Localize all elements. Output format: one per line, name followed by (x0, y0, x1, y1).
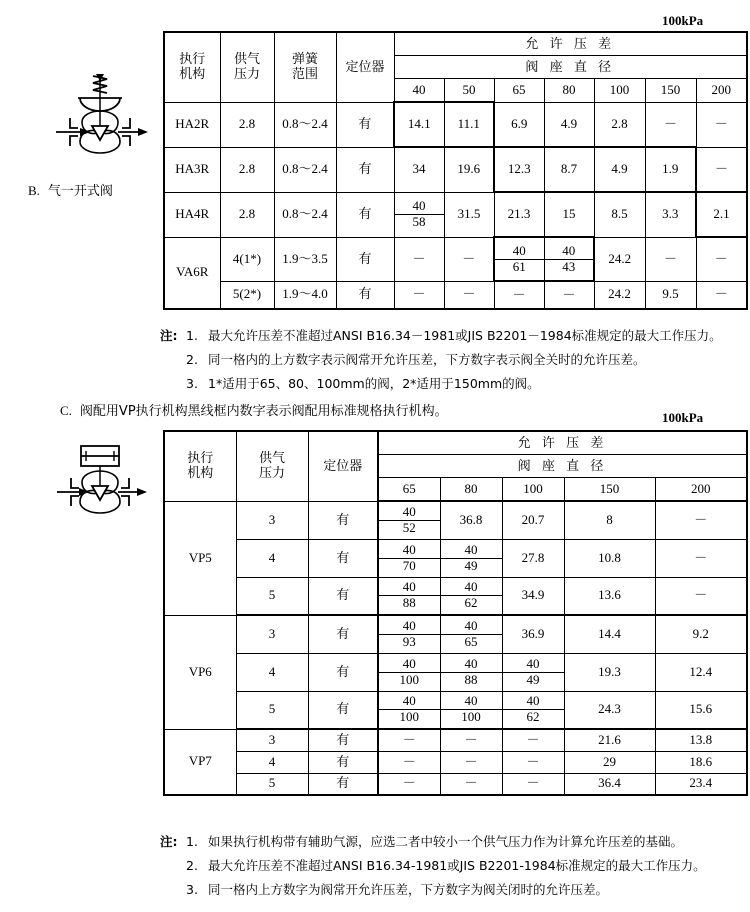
header-supply-line1: 供气 (233, 51, 260, 67)
note-item (160, 834, 740, 849)
cell-positioner: 有 (308, 653, 378, 691)
split-value-open: 40 (441, 543, 502, 559)
cell-dp-80 (440, 615, 502, 653)
unit-label-top: 100kPa (662, 13, 704, 28)
cell-dp-150: 9.5 (645, 281, 696, 309)
cell-dp-200: － (655, 577, 747, 615)
header-diameter-50: 50 (444, 79, 494, 103)
header-supply-line1: 供气 (258, 450, 285, 466)
cell-dp-200: 23.4 (655, 773, 747, 795)
cell-supply-pressure: 5 (236, 577, 308, 615)
table-row (164, 192, 747, 237)
header-actuator-line1: 执行 (179, 51, 206, 67)
cell-dp-200: 13.8 (655, 729, 747, 751)
cell-positioner: 有 (336, 281, 394, 309)
cell-dp-200: － (655, 501, 747, 539)
cell-dp-200: － (696, 237, 747, 281)
cell-dp-200: － (696, 147, 747, 192)
cell-dp-100: 24.2 (594, 237, 645, 281)
cell-positioner: 有 (308, 577, 378, 615)
cell-dp-100: － (502, 729, 564, 751)
split-value-closed: 70 (402, 557, 416, 573)
header-diameter-150: 150 (564, 478, 655, 502)
cell-dp-80 (440, 691, 502, 729)
cell-supply-pressure: 3 (236, 729, 308, 751)
split-value-closed: 88 (402, 595, 416, 611)
cell-positioner: 有 (308, 539, 378, 577)
note-item (160, 328, 740, 343)
cell-spring-range: 0.8～2.4 (274, 147, 336, 192)
note-text: 1*适用于65、80、100mm的阀，2*适用于150mm的阀。 (208, 376, 540, 391)
cell-dp-65: － (378, 751, 440, 773)
notes-lead-spacer (160, 882, 186, 897)
cell-supply-pressure: 4 (236, 653, 308, 691)
split-value-closed: 88 (464, 671, 478, 687)
split-value-open: 40 (503, 657, 564, 673)
cell-dp-200: 18.6 (655, 751, 747, 773)
header-diameter-65: 65 (494, 79, 544, 103)
split-value-closed: 100 (399, 671, 419, 687)
table-row (164, 577, 747, 615)
cell-dp-80: － (544, 281, 594, 309)
cell-dp-65: 6.9 (494, 102, 544, 147)
split-value-open: 40 (441, 619, 502, 635)
cell-dp-80 (440, 653, 502, 691)
cell-dp-100: － (502, 751, 564, 773)
header-diameter-100: 100 (594, 79, 645, 103)
cell-dp-50: 31.5 (444, 192, 494, 237)
note-item (160, 376, 740, 391)
table-row (164, 773, 747, 795)
cell-spring-range: 0.8～2.4 (274, 102, 336, 147)
cell-supply-pressure: 5 (236, 773, 308, 795)
note-number: 1. (186, 834, 198, 849)
cell-dp-150: 10.8 (564, 539, 655, 577)
split-value-open: 40 (545, 244, 594, 260)
header-diameter-40: 40 (394, 79, 444, 103)
note-text: 同一格内上方数字为阀常开允许压差，下方数字为阀关闭时的允许压差。 (208, 882, 609, 897)
cell-dp-200: － (696, 281, 747, 309)
cell-dp-100: 24.2 (594, 281, 645, 309)
cell-dp-150: 21.6 (564, 729, 655, 751)
header-actuator-line2: 机构 (179, 66, 206, 82)
cell-dp-100: 34.9 (502, 577, 564, 615)
cell-dp-80 (440, 539, 502, 577)
table-row (164, 539, 747, 577)
cell-actuator: HA4R (164, 192, 220, 237)
table-row (164, 147, 747, 192)
cell-dp-50: 11.1 (444, 102, 494, 147)
cell-actuator: HA3R (164, 147, 220, 192)
cell-dp-100 (502, 653, 564, 691)
header-seat-diameter: 阀 座 直 径 (394, 56, 747, 79)
cell-dp-100: 2.8 (594, 102, 645, 147)
cell-positioner: 有 (308, 501, 378, 539)
cell-dp-65: 21.3 (494, 192, 544, 237)
cell-spring-range: 1.9～3.5 (274, 237, 336, 281)
cell-dp-150: 29 (564, 751, 655, 773)
cell-dp-65: － (494, 281, 544, 309)
section-c-title: 阀配用VP执行机构黑线框内数字表示阀配用标准规格执行机构。 (79, 404, 448, 419)
cell-dp-150: 13.6 (564, 577, 655, 615)
cell-dp-100: 4.9 (594, 147, 645, 192)
cell-dp-150: 1.9 (645, 147, 696, 192)
note-text: 最大允许压差不准超过ANSI B16.34－1981或JIS B2201－1984标准规定的最大工作压力。 (208, 328, 722, 343)
notes-lead-2: 注: (160, 834, 178, 849)
cell-dp-65: 12.3 (494, 147, 544, 192)
split-value-closed: 49 (526, 671, 540, 687)
header-diameter-65: 65 (378, 478, 440, 502)
split-value-closed: 62 (526, 709, 540, 725)
notes-lead-1: 注: (160, 328, 178, 343)
note-text: 最大允许压差不准超过ANSI B16.34-1981或JIS B2201-1984标准规定的最大工作压力。 (208, 858, 706, 873)
split-value-open: 40 (379, 580, 440, 596)
header-positioner: 定位器 (336, 32, 394, 102)
split-value-open: 40 (379, 505, 440, 521)
header-allowable-dp: 允 许 压 差 (378, 431, 747, 455)
split-value-closed: 93 (402, 633, 416, 649)
cell-positioner: 有 (308, 751, 378, 773)
table-row (164, 751, 747, 773)
cell-dp-65 (378, 653, 440, 691)
cell-dp-65: － (378, 729, 440, 751)
table-header-row (164, 32, 747, 56)
cell-actuator: VP6 (164, 615, 236, 729)
cell-supply-pressure: 2.8 (220, 192, 274, 237)
cell-dp-80: 15 (544, 192, 594, 237)
table-row (164, 729, 747, 751)
split-value-closed: 58 (412, 214, 426, 229)
cell-dp-65 (378, 615, 440, 653)
header-diameter-80: 80 (440, 478, 502, 502)
cell-dp-100: 20.7 (502, 501, 564, 539)
cell-dp-65 (378, 539, 440, 577)
cell-dp-65 (378, 577, 440, 615)
cell-dp-50: － (444, 237, 494, 281)
note-text: 同一格内的上方数字表示阀常开允许压差，下方数字表示阀全关时的允许压差。 (208, 352, 646, 367)
cell-dp-80 (544, 237, 594, 281)
header-actuator (164, 32, 220, 102)
note-number: 3. (186, 882, 198, 897)
cell-dp-200: 12.4 (655, 653, 747, 691)
cell-actuator: VP7 (164, 729, 236, 795)
cell-supply-pressure: 2.8 (220, 102, 274, 147)
cell-dp-50: 19.6 (444, 147, 494, 192)
notes-lead-spacer (160, 376, 186, 391)
cell-dp-65 (378, 691, 440, 729)
split-value-closed: 61 (512, 258, 526, 274)
header-diameter-100: 100 (502, 478, 564, 502)
header-actuator-line2: 机构 (187, 465, 214, 481)
cell-actuator: VA6R (164, 237, 220, 309)
cell-dp-200: 2.1 (696, 192, 747, 237)
header-spring-line2: 范围 (291, 66, 318, 82)
table-row (164, 102, 747, 147)
cell-dp-40: 14.1 (394, 102, 444, 147)
cell-positioner: 有 (308, 729, 378, 751)
split-value-open: 40 (441, 580, 502, 596)
note-number: 3. (186, 376, 198, 391)
cell-positioner: 有 (336, 192, 394, 237)
note-text: 如果执行机构带有辅助气源，应选二者中较小一个供气压力作为计算允许压差的基础。 (208, 834, 684, 849)
cell-dp-40: 34 (394, 147, 444, 192)
cell-dp-80: － (440, 729, 502, 751)
cell-positioner: 有 (336, 147, 394, 192)
table-row (164, 615, 747, 653)
cell-supply-pressure: 4(1*) (220, 237, 274, 281)
split-value-open: 40 (379, 543, 440, 559)
header-supply-line2: 压力 (233, 66, 260, 82)
section-c-label: C. (60, 403, 72, 418)
cell-dp-150: 19.3 (564, 653, 655, 691)
header-supply-line2: 压力 (258, 465, 285, 481)
notes-lead-spacer (160, 858, 186, 873)
table-row (164, 653, 747, 691)
cell-dp-100: 27.8 (502, 539, 564, 577)
cell-dp-150: 36.4 (564, 773, 655, 795)
split-value-closed: 49 (464, 557, 478, 573)
cell-dp-100: － (502, 773, 564, 795)
table-row (164, 281, 747, 309)
cell-dp-150: 24.3 (564, 691, 655, 729)
header-diameter-200: 200 (655, 478, 747, 502)
table-row (164, 501, 747, 539)
cell-dp-150: － (645, 237, 696, 281)
split-value-open: 40 (441, 657, 502, 673)
cell-dp-65 (378, 501, 440, 539)
header-seat-diameter: 阀 座 直 径 (378, 455, 747, 478)
cell-dp-100 (502, 691, 564, 729)
section-b-caption (28, 180, 113, 199)
note-item (160, 882, 740, 897)
cell-dp-200: 9.2 (655, 615, 747, 653)
header-diameter-150: 150 (645, 79, 696, 103)
piston-actuator-valve-symbol (45, 440, 155, 535)
cell-dp-50: － (444, 281, 494, 309)
note-item (160, 858, 740, 873)
note-number: 2. (186, 352, 198, 367)
split-value-closed: 52 (402, 519, 416, 535)
table-header-row (164, 431, 747, 455)
cell-dp-40 (394, 192, 444, 237)
cell-supply-pressure: 3 (236, 615, 308, 653)
cell-dp-200: － (655, 539, 747, 577)
split-value-closed: 65 (464, 633, 478, 649)
header-positioner: 定位器 (308, 431, 378, 501)
spring-diaphragm-air-to-open-valve-symbol (40, 70, 160, 175)
split-value-open: 40 (441, 694, 502, 710)
cell-dp-80: 36.8 (440, 501, 502, 539)
cell-positioner: 有 (336, 102, 394, 147)
header-supply-pressure (236, 431, 308, 501)
cell-dp-150: － (645, 102, 696, 147)
split-value-open: 40 (395, 199, 444, 215)
cell-dp-80 (440, 577, 502, 615)
note-number: 2. (186, 858, 198, 873)
split-value-closed: 100 (399, 709, 419, 725)
cell-spring-range: 1.9～4.0 (274, 281, 336, 309)
split-value-open: 40 (495, 244, 544, 260)
cell-positioner: 有 (308, 615, 378, 653)
cell-dp-80: 4.9 (544, 102, 594, 147)
cell-dp-150: 14.4 (564, 615, 655, 653)
header-diameter-80: 80 (544, 79, 594, 103)
header-actuator (164, 431, 236, 501)
header-actuator-line1: 执行 (187, 450, 214, 466)
cell-dp-80: － (440, 773, 502, 795)
split-value-closed: 100 (461, 709, 481, 725)
split-value-open: 40 (503, 694, 564, 710)
cell-dp-100: 36.9 (502, 615, 564, 653)
cell-dp-65 (494, 237, 544, 281)
note-item (160, 352, 740, 367)
cell-dp-100: 8.5 (594, 192, 645, 237)
cell-dp-150: 3.3 (645, 192, 696, 237)
allowable-differential-pressure-table-vp (163, 430, 748, 796)
split-value-open: 40 (379, 657, 440, 673)
header-spring-line1: 弹簧 (291, 51, 318, 67)
cell-positioner: 有 (308, 773, 378, 795)
table-row (164, 237, 747, 281)
cell-supply-pressure: 5 (236, 691, 308, 729)
cell-supply-pressure: 4 (236, 539, 308, 577)
cell-supply-pressure: 4 (236, 751, 308, 773)
table-row (164, 691, 747, 729)
cell-positioner: 有 (336, 237, 394, 281)
section-b-label: B. (28, 183, 40, 198)
cell-positioner: 有 (308, 691, 378, 729)
notes-lead-spacer (160, 352, 186, 367)
split-value-closed: 43 (562, 258, 576, 274)
notes-block-2 (160, 834, 740, 906)
cell-dp-150: 8 (564, 501, 655, 539)
cell-supply-pressure: 2.8 (220, 147, 274, 192)
split-value-closed: 62 (464, 595, 478, 611)
cell-dp-200: － (696, 102, 747, 147)
split-value-open: 40 (379, 619, 440, 635)
section-c-caption (60, 400, 448, 419)
cell-dp-200: 15.6 (655, 691, 747, 729)
unit-label-middle: 100kPa (662, 410, 704, 425)
cell-dp-80: － (440, 751, 502, 773)
header-supply-pressure (220, 32, 274, 102)
header-diameter-200: 200 (696, 79, 747, 103)
allowable-differential-pressure-table-ha-va (163, 31, 748, 310)
cell-dp-40: － (394, 237, 444, 281)
header-spring-range (274, 32, 336, 102)
note-number: 1. (186, 328, 198, 343)
cell-spring-range: 0.8～2.4 (274, 192, 336, 237)
cell-supply-pressure: 3 (236, 501, 308, 539)
cell-actuator: HA2R (164, 102, 220, 147)
header-allowable-dp: 允 许 压 差 (394, 32, 747, 56)
section-b-title: 气一开式阀 (47, 184, 113, 199)
cell-actuator: VP5 (164, 501, 236, 615)
cell-dp-80: 8.7 (544, 147, 594, 192)
notes-block-1 (160, 328, 740, 400)
cell-dp-40: － (394, 281, 444, 309)
split-value-open: 40 (379, 694, 440, 710)
cell-supply-pressure: 5(2*) (220, 281, 274, 309)
cell-dp-65: － (378, 773, 440, 795)
